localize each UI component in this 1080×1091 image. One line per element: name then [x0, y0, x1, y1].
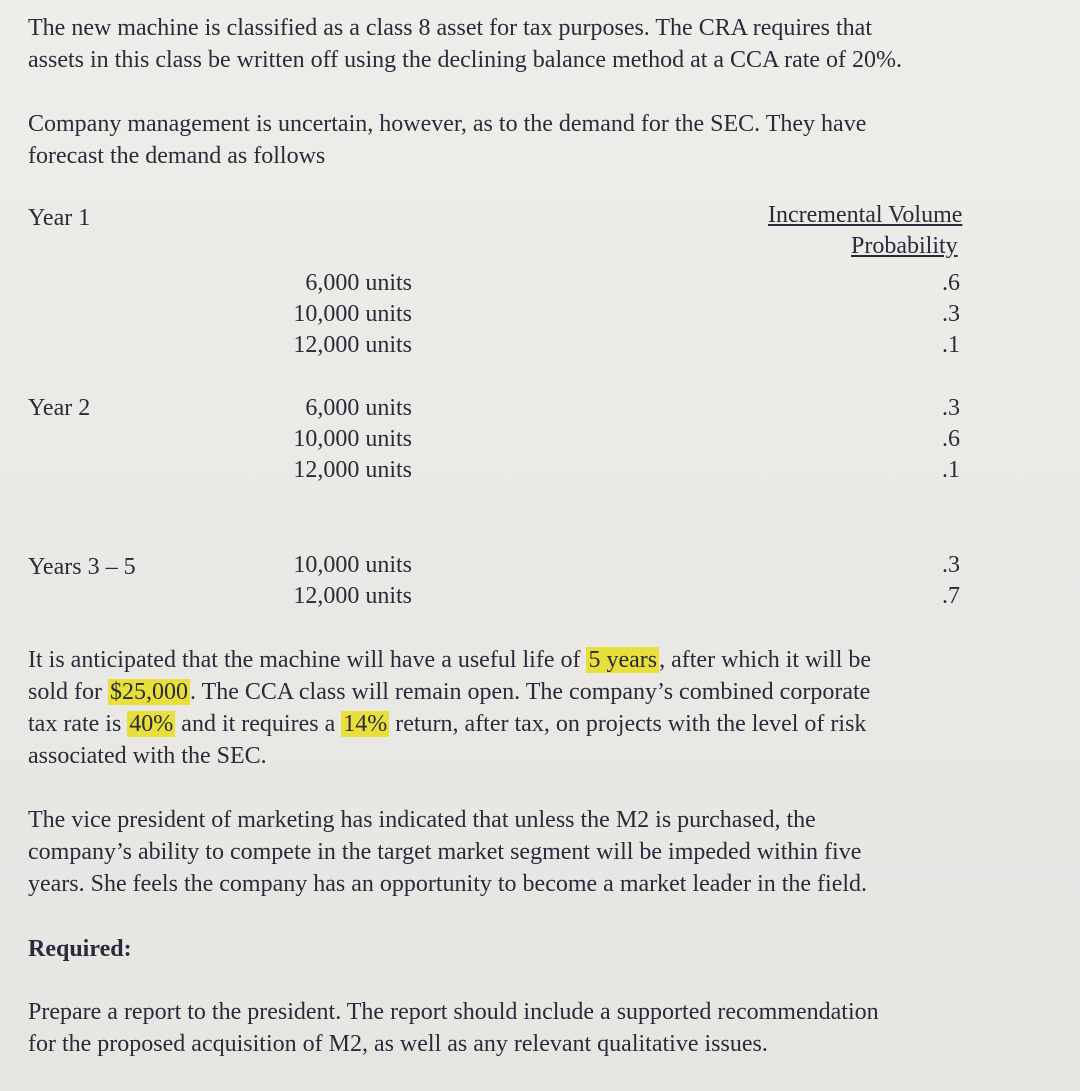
- intro-line-1: The new machine is classified as a class 8 asset for tax purposes. The CRA requires that: [28, 15, 872, 41]
- year-1-units-row-3: 12,000 units: [293, 332, 412, 358]
- life-line-2: [28, 676, 1024, 708]
- life-text: sold for: [28, 679, 108, 705]
- vp-paragraph: [28, 804, 1024, 900]
- life-line-4: associated with the SEC.: [28, 743, 267, 769]
- required-line-2: for the proposed acquisition of M2, as well as any relevant qualitative issues.: [28, 1031, 768, 1057]
- year-2-prob-row-2: .6: [942, 426, 960, 452]
- years-3-5-prob-row-1: .3: [942, 552, 960, 578]
- vp-line-2: company’s ability to compete in the target market segment will be impeded within five: [28, 839, 862, 865]
- useful-life-paragraph: [28, 644, 1024, 772]
- life-line-1: [28, 644, 1024, 676]
- vp-line-3: years. She feels the company has an opportunity to become a market leader in the field.: [28, 871, 868, 897]
- header-probability: Probability: [851, 233, 958, 259]
- highlight-tax-rate: 40%: [129, 711, 174, 737]
- intro-line-2: assets in this class be written off using the declining balance method at a CCA rate of 20%.: [28, 47, 903, 73]
- year-2-label: Year 2: [28, 395, 91, 421]
- year-1-prob-row-2: .3: [942, 301, 960, 327]
- year-2-units-row-3: 12,000 units: [293, 457, 412, 483]
- demand-intro-paragraph: [28, 108, 1028, 172]
- life-text: It is anticipated that the machine will have a useful life of: [28, 647, 587, 673]
- required-paragraph: [28, 996, 1024, 1060]
- required-line-1: Prepare a report to the president. The report should include a supported recommendation: [28, 999, 879, 1025]
- vp-line-1: The vice president of marketing has indicated that unless the M2 is purchased, the: [28, 807, 816, 833]
- life-text: , after which it will be: [659, 647, 872, 673]
- year-1-label: Year 1: [28, 205, 91, 231]
- highlight-5-years: 5 years: [588, 647, 658, 673]
- year-1-units-row-2: 10,000 units: [293, 301, 412, 327]
- years-3-5-prob-row-2: .7: [942, 583, 960, 609]
- years-3-5-units-row-2: 12,000 units: [293, 583, 412, 609]
- demand-intro-line-1: Company management is uncertain, however, as to the demand for the SEC. They have: [28, 111, 867, 137]
- highlight-required-return: 14%: [343, 711, 388, 737]
- required-heading: Required:: [28, 936, 132, 962]
- header-incremental-volume: Incremental Volume: [768, 202, 963, 228]
- life-text: and it requires a: [175, 711, 342, 737]
- demand-intro-line-2: forecast the demand as follows: [28, 143, 326, 169]
- year-2-units-row-1: 6,000 units: [305, 395, 412, 421]
- life-text: . The CCA class will remain open. The company’s combined corporate: [190, 679, 871, 705]
- year-2-units-row-2: 10,000 units: [293, 426, 412, 452]
- life-text: return, after tax, on projects with the level of risk: [389, 711, 867, 737]
- year-1-prob-row-3: .1: [942, 332, 960, 358]
- year-1-units-row-1: 6,000 units: [305, 270, 412, 296]
- years-3-5-units-row-1: 10,000 units: [293, 552, 412, 578]
- highlight-salvage-value: $25,000: [110, 679, 188, 705]
- years-3-5-label: Years 3 – 5: [28, 554, 136, 580]
- year-2-prob-row-3: .1: [942, 457, 960, 483]
- year-2-prob-row-1: .3: [942, 395, 960, 421]
- life-text: tax rate is: [28, 711, 128, 737]
- intro-paragraph: [28, 12, 1028, 76]
- life-line-3: [28, 708, 1024, 740]
- year-1-prob-row-1: .6: [942, 270, 960, 296]
